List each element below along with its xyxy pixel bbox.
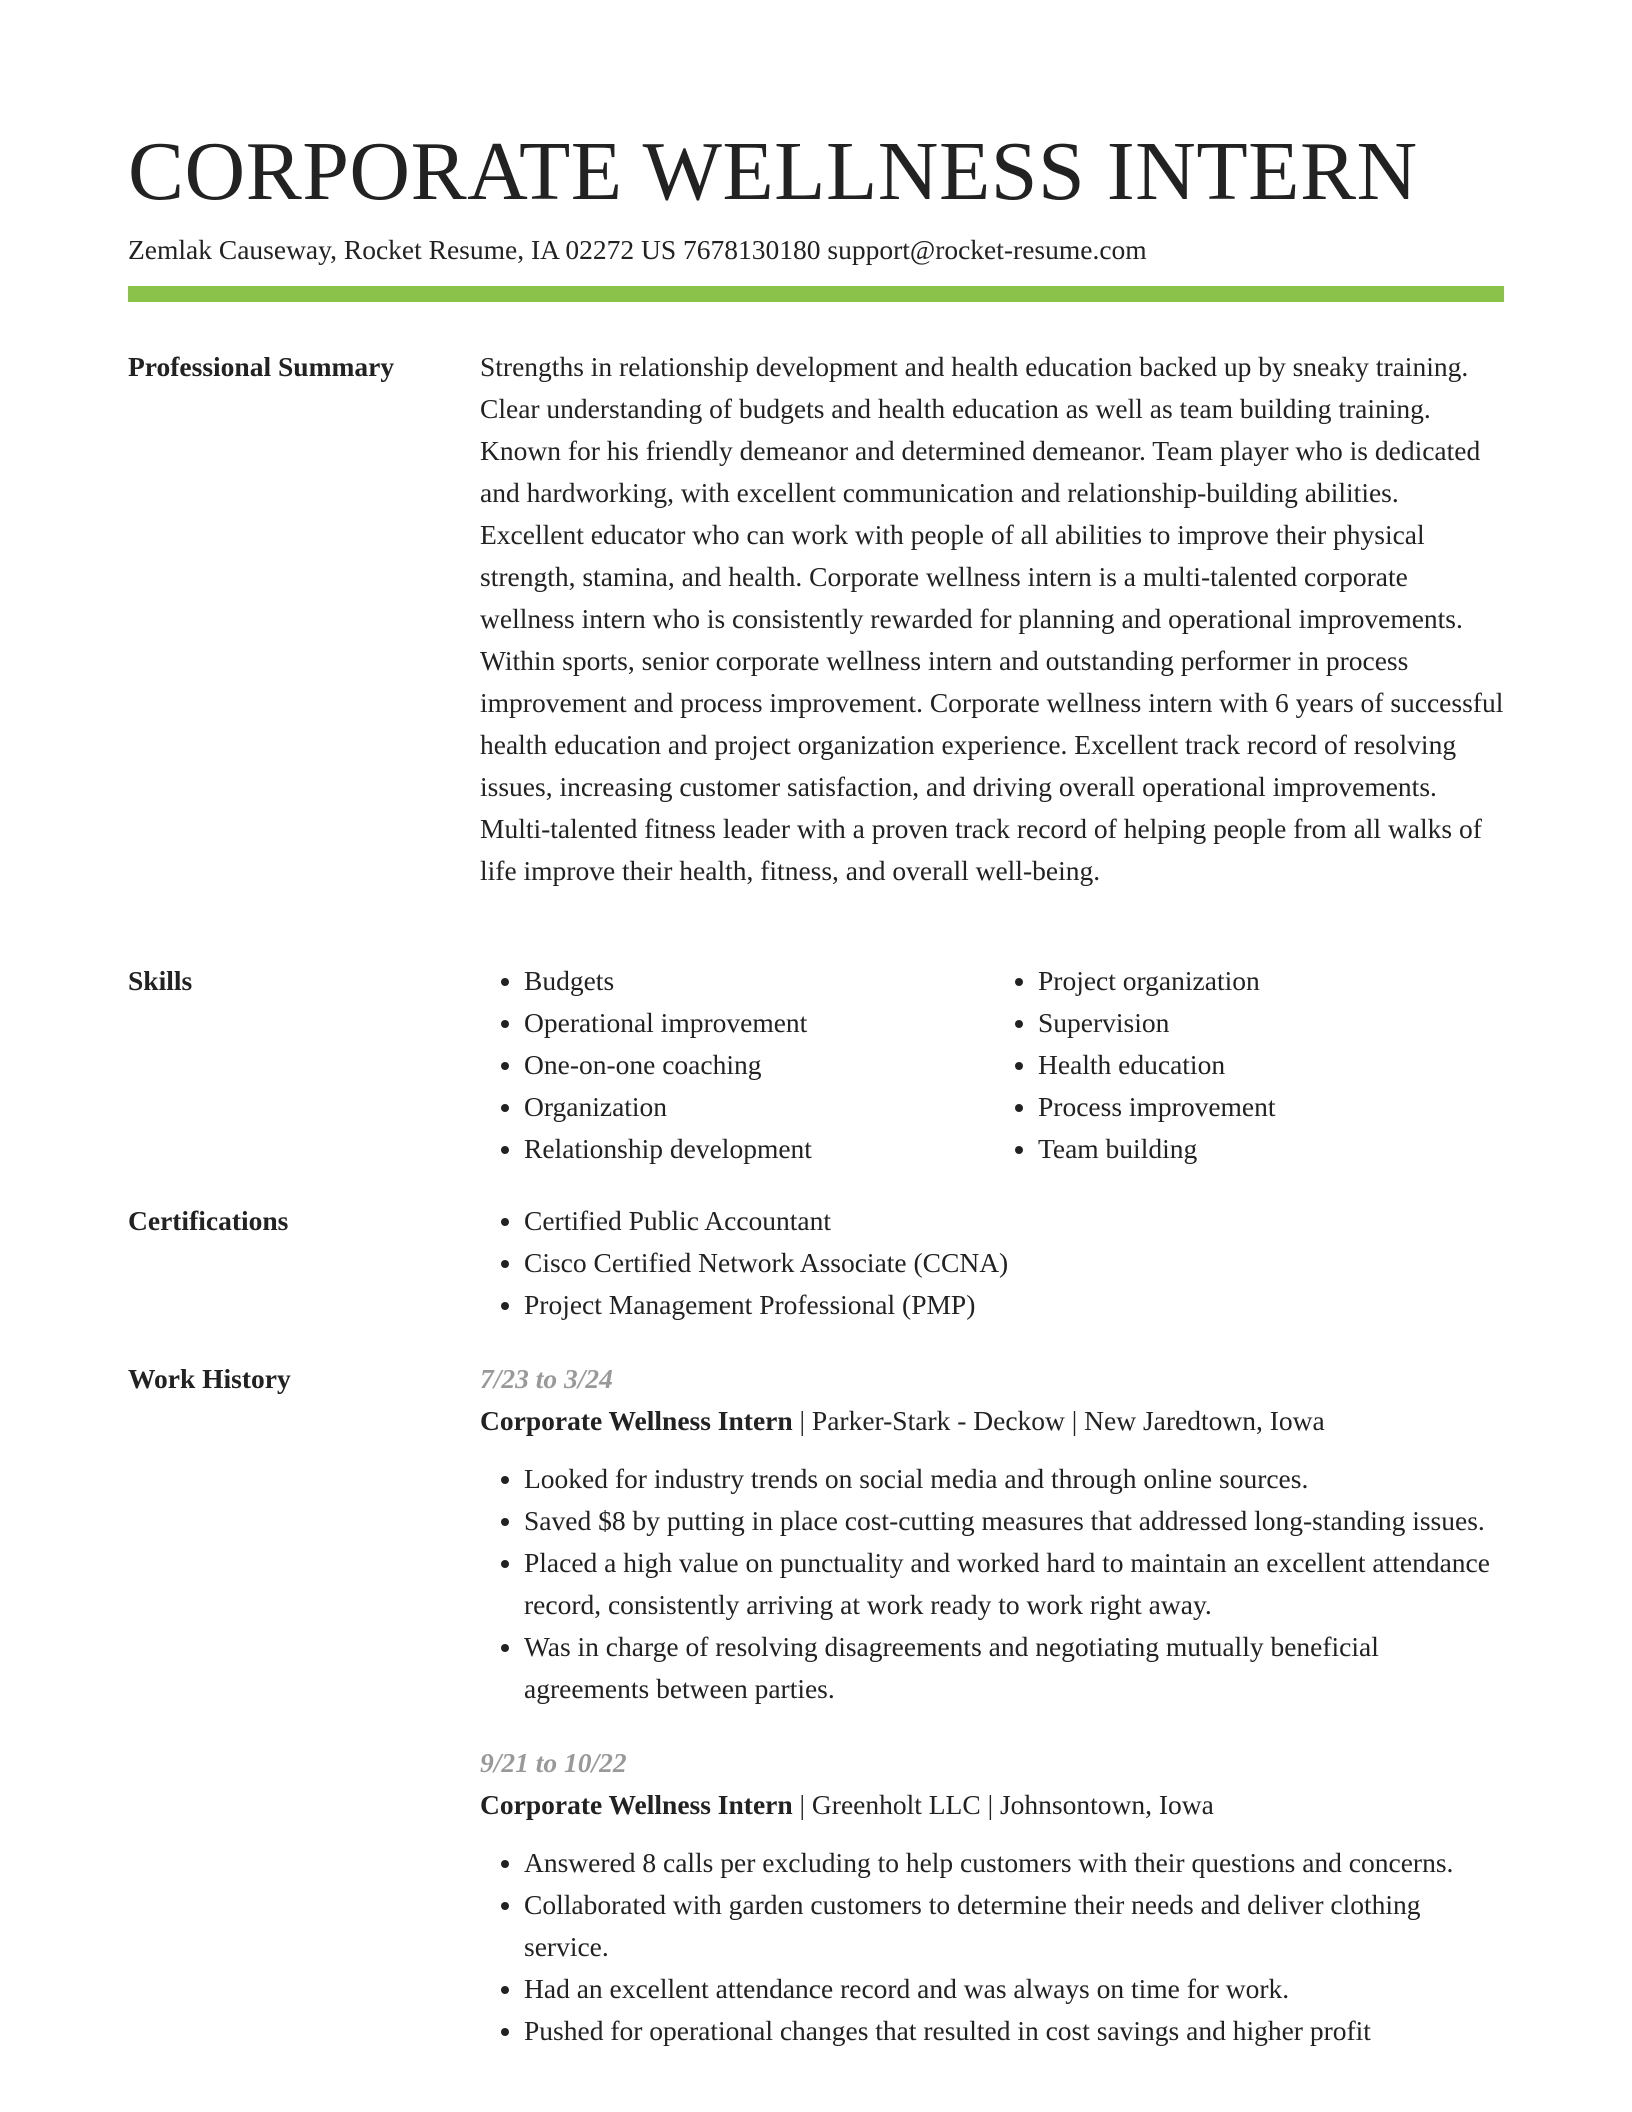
job-bullet: • Pushed for operational changes that resulted in cost savings and higher profit <box>524 2010 1508 2052</box>
job-bullet: • Placed a high value on punctuality and worked hard to maintain an excellent attendance record, consistently arriving at work ready to work right away. <box>524 1542 1508 1626</box>
certification-item: • Certified Public Accountant <box>524 1200 1508 1242</box>
job-title: Corporate Wellness Intern <box>480 1405 793 1436</box>
job-entry <box>480 1358 1508 1710</box>
job-title: Corporate Wellness Intern <box>480 1789 793 1820</box>
contact-line: Zemlak Causeway, Rocket Resume, IA 02272 US 7678130180 support@rocket-resume.com <box>128 234 1147 265</box>
summary-text: Strengths in relationship development and health education backed up by sneaky training. Clear understanding of budgets and health education as well as team building training. Known for his friendly demeanor and determined demeanor. Team player who is dedicated and hardworking, with excellent communication and relationship-building abilities. Excellent educator who can work with people of all abilities to improve their physical strength, stamina, and health. Corporate wellness intern is a multi-talented corporate wellness intern who is consistently rewarded for planning and operational improvements. Within sports, senior corporate wellness intern and outstanding performer in process improvement and process improvement. Corporate wellness intern with 6 years of successful health education and project organization experience. Excellent track record of resolving issues, increasing customer satisfaction, and driving overall operational improvements. Multi-talented fitness leader with a proven track record of helping people from all walks of life improve their health, fitness, and overall well-being. <box>480 351 1504 886</box>
job-bullet: • Looked for industry trends on social media and through online sources. <box>524 1458 1508 1500</box>
job-bullet: • Answered 8 calls per excluding to help customers with their questions and concerns. <box>524 1842 1508 1884</box>
skills-heading: Skills <box>128 965 193 996</box>
job-employer-location: | Parker-Stark - Deckow | New Jaredtown, Iowa <box>792 1405 1325 1436</box>
certification-item: • Project Management Professional (PMP) <box>524 1284 1508 1326</box>
job-header <box>480 1784 1508 1826</box>
skill-item: • Budgets <box>524 960 974 1002</box>
job-entry <box>480 1742 1508 2052</box>
skill-item: • Operational improvement <box>524 1002 974 1044</box>
header-divider <box>128 286 1504 302</box>
job-header <box>480 1400 1508 1442</box>
job-bullet: • Had an excellent attendance record and was always on time for work. <box>524 1968 1508 2010</box>
job-bullet: • Collaborated with garden customers to determine their needs and deliver clothing service. <box>524 1884 1508 1968</box>
skill-item: • One-on-one coaching <box>524 1044 974 1086</box>
job-dates: 9/21 to 10/22 <box>480 1747 627 1778</box>
skill-item: • Relationship development <box>524 1128 974 1170</box>
job-employer-location: | Greenholt LLC | Johnsontown, Iowa <box>792 1789 1214 1820</box>
certifications-list <box>480 1200 1508 1326</box>
job-bullet: • Was in charge of resolving disagreements and negotiating mutually beneficial agreements between parties. <box>524 1626 1508 1710</box>
skills-list-right <box>994 960 1488 1170</box>
skill-item: • Organization <box>524 1086 974 1128</box>
job-bullets <box>480 1842 1508 2052</box>
summary-heading: Professional Summary <box>128 351 395 382</box>
work-history-heading: Work History <box>128 1363 291 1394</box>
skill-item: • Supervision <box>1038 1002 1488 1044</box>
job-bullet: • Saved $8 by putting in place cost-cutting measures that addressed long-standing issues. <box>524 1500 1508 1542</box>
job-dates: 7/23 to 3/24 <box>480 1363 613 1394</box>
job-bullets <box>480 1458 1508 1710</box>
certification-item: • Cisco Certified Network Associate (CCNA) <box>524 1242 1508 1284</box>
resume-title: CORPORATE WELLNESS INTERN <box>128 125 1418 218</box>
skill-item: • Project organization <box>1038 960 1488 1002</box>
certifications-heading: Certifications <box>128 1205 289 1236</box>
skill-item: • Team building <box>1038 1128 1488 1170</box>
skill-item: • Process improvement <box>1038 1086 1488 1128</box>
skills-list-left <box>480 960 974 1170</box>
skill-item: • Health education <box>1038 1044 1488 1086</box>
